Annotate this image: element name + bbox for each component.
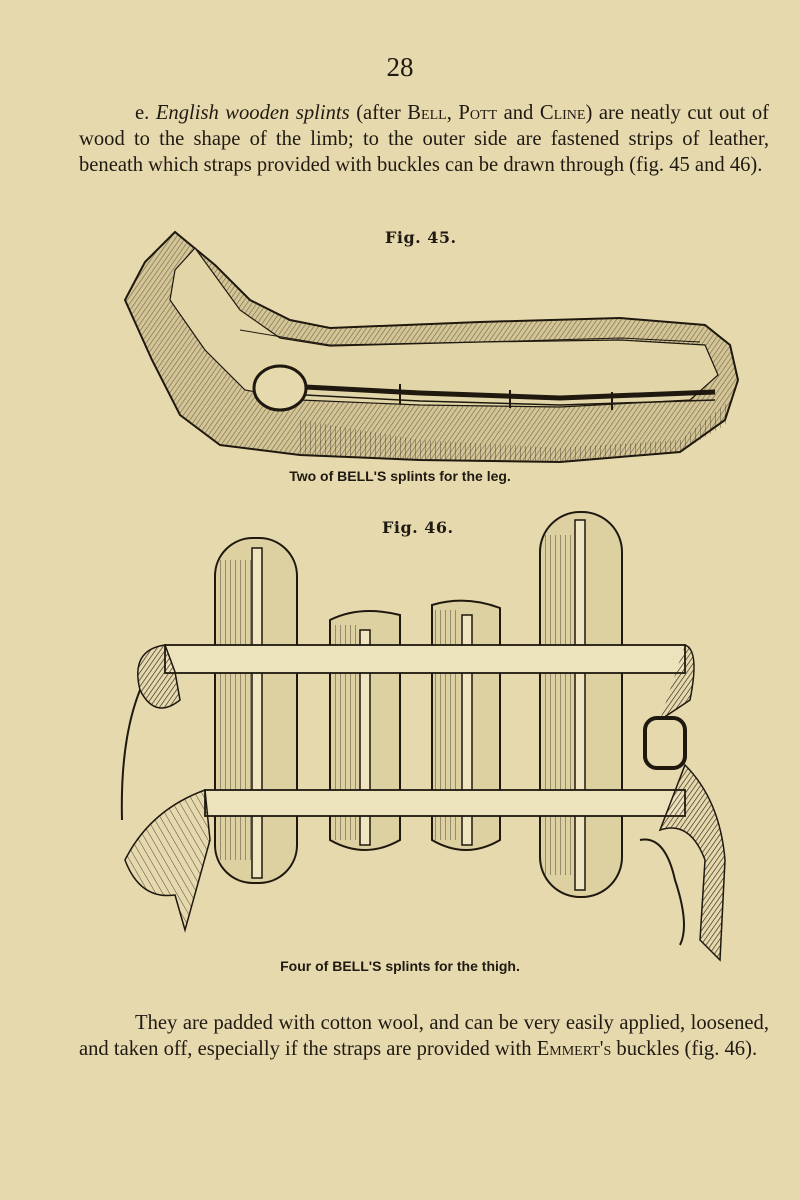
closing-text: They are padded with cotton wool, and can be very easily applied, loosened, and taken off, especially if the straps are provided with — [79, 1012, 769, 1060]
author-bell: Bell — [407, 102, 447, 124]
thigh-splint-4 — [540, 512, 622, 897]
closing-paragraph — [79, 1010, 769, 1062]
figure-46-label: Fig. 46. — [382, 518, 454, 537]
lower-strap — [125, 765, 725, 960]
author-cline: Cline — [539, 102, 586, 124]
author-emmert: Emmert's — [536, 1038, 612, 1060]
closing-text-end: buckles (fig. 46). — [616, 1038, 758, 1060]
figure-45-label: Fig. 45. — [385, 228, 457, 247]
splint-title: English wooden splints — [155, 102, 350, 124]
strap-buckle — [645, 718, 685, 768]
after-open: (after — [356, 102, 401, 124]
figure-46-caption: Four of BELL'S splints for the thigh. — [280, 958, 520, 974]
author-separator: , — [446, 102, 452, 124]
author-conjunction: and — [503, 102, 534, 124]
thigh-splint-1 — [215, 538, 297, 883]
author-pott: Pott — [458, 102, 498, 124]
item-label: e. — [135, 102, 150, 124]
intro-text: ) are neatly cut out of wood to the shape of the limb; to the outer side are fastened strips of leather, beneath which straps provided with buckles can be drawn through (fig. 45 and 46). — [79, 102, 770, 176]
figure-45-caption: Two of BELL'S splints for the leg. — [289, 468, 511, 484]
page-number: 28 — [386, 52, 414, 82]
